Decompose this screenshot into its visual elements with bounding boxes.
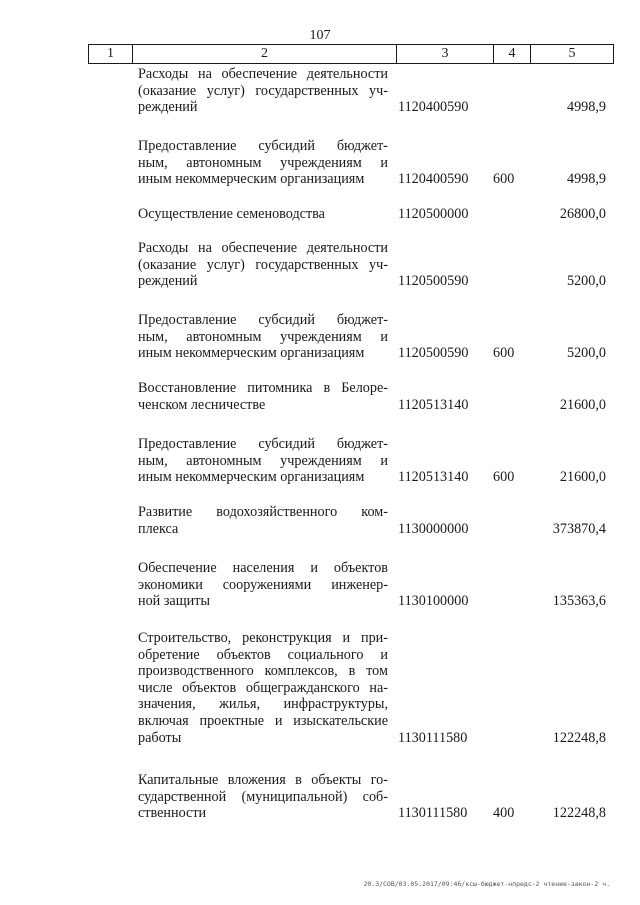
row-amount: 5200,0 <box>566 345 606 362</box>
description-line: производственного комплексов, в том <box>138 663 388 680</box>
description-line: ченском лесничестве <box>138 396 266 413</box>
header-col-2: 2 <box>133 45 397 63</box>
row-code: 1120400590 <box>398 171 469 188</box>
description-line: работы <box>138 729 182 746</box>
row-code: 1130100000 <box>398 593 469 610</box>
row-description <box>138 630 388 746</box>
table-header <box>88 44 614 64</box>
description-line: Капитальные вложения в объекты го- <box>138 772 388 788</box>
row-description <box>138 560 388 610</box>
row-expense-type: 600 <box>493 345 515 362</box>
description-line: Осуществление семеноводства <box>138 206 325 222</box>
description-line: Предоставление субсидий бюджет- <box>138 312 388 328</box>
row-amount: 26800,0 <box>559 206 606 222</box>
description-line: обретение объектов социального и <box>138 646 388 663</box>
row-description <box>138 312 388 362</box>
row-amount: 373870,4 <box>552 520 606 537</box>
row-amount: 21600,0 <box>559 469 606 486</box>
description-line: (оказание услуг) государственных уч- <box>138 256 388 273</box>
description-line: ной защиты <box>138 593 210 610</box>
row-description <box>138 240 388 290</box>
row-code: 1130000000 <box>398 520 469 537</box>
description-line: Строительство, реконструкция и при- <box>138 630 388 646</box>
description-line: Предоставление субсидий бюджет- <box>138 436 388 452</box>
row-description <box>138 206 388 223</box>
description-line: реждений <box>138 273 198 290</box>
header-col-4: 4 <box>494 45 531 63</box>
description-line: (оказание услуг) государственных уч- <box>138 82 388 99</box>
description-line: значения, жилья, инфраструктуры, <box>138 696 388 713</box>
description-line: сударственной (муниципальной) соб- <box>138 788 388 805</box>
row-code: 1120513140 <box>398 469 469 486</box>
description-line: экономики сооружениями инженер- <box>138 576 388 593</box>
header-col-5: 5 <box>568 46 576 61</box>
description-line: иным некоммерческим организациям <box>138 469 365 486</box>
row-amount: 135363,6 <box>552 593 606 610</box>
row-code: 1120500590 <box>398 345 469 362</box>
description-line: иным некоммерческим организациям <box>138 345 365 362</box>
row-amount: 4998,9 <box>566 99 606 116</box>
description-line: числе объектов общегражданского на- <box>138 679 388 696</box>
description-line: иным некоммерческим организациям <box>138 171 365 188</box>
description-line: Расходы на обеспечение деятельности <box>138 240 388 256</box>
description-line: включая проектные и изыскательские <box>138 712 388 729</box>
row-description <box>138 772 388 822</box>
row-code: 1130111580 <box>398 805 468 822</box>
row-code: 1130111580 <box>398 729 468 746</box>
row-code: 1120500000 <box>398 206 469 222</box>
footer-stamp: 20.3/СОВ/03.05.2017/09:46/ксш-бюджет-нпредс-2 чтение-закон-2 ч. <box>363 880 610 888</box>
row-expense-type: 600 <box>493 469 515 486</box>
description-line: ным, автономным учреждениям и <box>138 452 388 469</box>
description-line: Развитие водохозяйственного ком- <box>138 504 388 520</box>
description-line: Расходы на обеспечение деятельности <box>138 66 388 82</box>
row-amount: 5200,0 <box>566 273 606 290</box>
description-line: ственности <box>138 805 207 822</box>
header-col-3: 3 <box>397 45 494 63</box>
row-code: 1120400590 <box>398 99 469 116</box>
row-description <box>138 436 388 486</box>
row-amount: 4998,9 <box>566 171 606 188</box>
row-amount: 122248,8 <box>552 805 606 822</box>
description-line: Предоставление субсидий бюджет- <box>138 138 388 154</box>
description-line: Восстановление питомника в Белоре- <box>138 380 388 396</box>
row-description <box>138 138 388 188</box>
description-line: плекса <box>138 520 179 537</box>
row-description <box>138 66 388 116</box>
row-amount: 122248,8 <box>552 729 606 746</box>
row-description <box>138 380 388 413</box>
row-code: 1120500590 <box>398 273 469 290</box>
row-amount: 21600,0 <box>559 396 606 413</box>
row-code: 1120513140 <box>398 396 469 413</box>
row-expense-type: 400 <box>493 805 515 822</box>
row-expense-type: 600 <box>493 171 515 188</box>
page-number: 107 <box>309 28 331 43</box>
description-line: Обеспечение населения и объектов <box>138 560 388 576</box>
description-line: реждений <box>138 99 198 116</box>
description-line: ным, автономным учреждениям и <box>138 328 388 345</box>
row-description <box>138 504 388 537</box>
header-col-1: 1 <box>89 45 133 63</box>
description-line: ным, автономным учреждениям и <box>138 154 388 171</box>
